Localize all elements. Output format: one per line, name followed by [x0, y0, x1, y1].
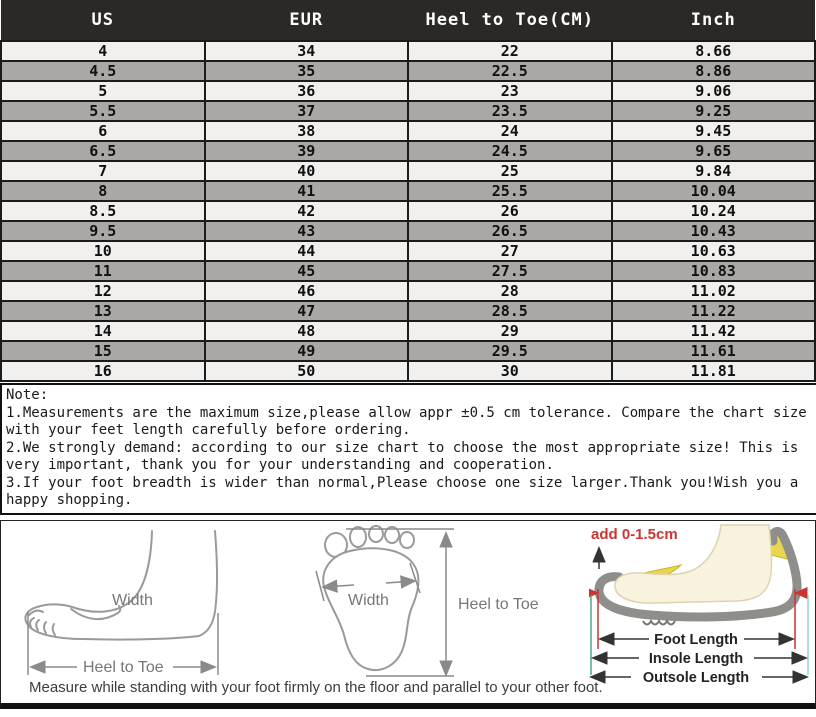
table-cell: 24.5 [408, 141, 612, 161]
column-header: Inch [612, 0, 816, 41]
table-row [1, 221, 815, 241]
table-cell: 34 [205, 41, 409, 61]
table-cell: 11.22 [612, 301, 816, 321]
measure-caption: Measure while standing with your foot firmly on the floor and parallel to your other foot. [29, 678, 603, 696]
table-cell: 41 [205, 181, 409, 201]
table-cell: 5 [1, 81, 205, 101]
note-line-2: 2.We strongly demand: according to our size chart to choose the most appropriate size! This is very important, thank you for your understanding and cooperation. [6, 439, 799, 473]
table-cell: 25.5 [408, 181, 612, 201]
table-cell: 42 [205, 201, 409, 221]
table-cell: 8.86 [612, 61, 816, 81]
note-line-3: 3.If your foot breadth is wider than normal,Please choose one size larger.Thank you!Wish you a happy shopping. [6, 474, 799, 508]
footprint-outline [323, 548, 418, 670]
table-cell: 10.04 [612, 181, 816, 201]
table-cell: 11.81 [612, 361, 816, 381]
table-cell: 9.45 [612, 121, 816, 141]
table-cell: 11.42 [612, 321, 816, 341]
table-cell: 8 [1, 181, 205, 201]
table-cell: 46 [205, 281, 409, 301]
table-cell: 8.66 [612, 41, 816, 61]
table-row [1, 41, 815, 61]
side-foot-diagram [15, 527, 260, 679]
table-row [1, 261, 815, 281]
table-cell: 6.5 [1, 141, 205, 161]
table-row [1, 81, 815, 101]
table-cell: 10 [1, 241, 205, 261]
table-row [1, 201, 815, 221]
note-line-1: 1.Measurements are the maximum size,please allow appr ±0.5 cm tolerance. Compare the chart size with your feet length carefully before ordering. [6, 404, 807, 438]
table-cell: 4 [1, 41, 205, 61]
table-cell: 9.06 [612, 81, 816, 101]
table-cell: 9.5 [1, 221, 205, 241]
table-cell: 50 [205, 361, 409, 381]
table-cell: 28 [408, 281, 612, 301]
table-row [1, 301, 815, 321]
table-cell: 12 [1, 281, 205, 301]
table-row [1, 121, 815, 141]
table-cell: 9.65 [612, 141, 816, 161]
table-cell: 27.5 [408, 261, 612, 281]
table-cell: 49 [205, 341, 409, 361]
column-header: Heel to Toe(CM) [408, 0, 612, 41]
table-cell: 6 [1, 121, 205, 141]
table-cell: 37 [205, 101, 409, 121]
table-cell: 11 [1, 261, 205, 281]
footprint-width-label: Width [348, 591, 389, 609]
tolerance-label: add 0-1.5cm [591, 525, 678, 543]
table-cell: 29 [408, 321, 612, 341]
note-title: Note: [6, 387, 49, 403]
header-row [1, 0, 815, 41]
table-cell: 10.43 [612, 221, 816, 241]
table-cell: 39 [205, 141, 409, 161]
table-cell: 7 [1, 161, 205, 181]
table-cell: 16 [1, 361, 205, 381]
table-cell: 47 [205, 301, 409, 321]
note-box [0, 383, 816, 515]
table-cell: 40 [205, 161, 409, 181]
table-cell: 27 [408, 241, 612, 261]
table-cell: 26.5 [408, 221, 612, 241]
size-table-body [1, 41, 815, 381]
table-row [1, 141, 815, 161]
table-cell: 10.63 [612, 241, 816, 261]
side-foot-length-label: Heel to Toe [83, 658, 164, 676]
table-row [1, 321, 815, 341]
table-cell: 15 [1, 341, 205, 361]
size-chart-header [1, 0, 815, 41]
table-cell: 11.02 [612, 281, 816, 301]
table-cell: 4.5 [1, 61, 205, 81]
table-cell: 29.5 [408, 341, 612, 361]
table-row [1, 101, 815, 121]
table-cell: 44 [205, 241, 409, 261]
table-cell: 9.25 [612, 101, 816, 121]
table-cell: 38 [205, 121, 409, 141]
table-cell: 9.84 [612, 161, 816, 181]
footprint-diagram [296, 525, 561, 681]
column-header: US [1, 0, 205, 41]
table-cell: 45 [205, 261, 409, 281]
table-cell: 11.61 [612, 341, 816, 361]
tread-squiggle [643, 621, 675, 625]
outsole-length-label: Outsole Length [642, 669, 750, 686]
table-cell: 28.5 [408, 301, 612, 321]
table-cell: 10.83 [612, 261, 816, 281]
table-row [1, 181, 815, 201]
table-cell: 23.5 [408, 101, 612, 121]
table-row [1, 361, 815, 381]
table-cell: 24 [408, 121, 612, 141]
foot-length-label: Foot Length [654, 631, 738, 648]
measurement-diagram-box [0, 520, 816, 709]
side-foot-width-label: Width [112, 591, 153, 609]
table-cell: 35 [205, 61, 409, 81]
table-row [1, 161, 815, 181]
table-row [1, 341, 815, 361]
table-cell: 22.5 [408, 61, 612, 81]
diagram-row [1, 521, 815, 686]
table-cell: 22 [408, 41, 612, 61]
table-cell: 14 [1, 321, 205, 341]
table-row [1, 61, 815, 81]
table-row [1, 241, 815, 261]
column-header: EUR [205, 0, 409, 41]
table-cell: 13 [1, 301, 205, 321]
table-row [1, 281, 815, 301]
table-cell: 23 [408, 81, 612, 101]
table-cell: 48 [205, 321, 409, 341]
table-cell: 43 [205, 221, 409, 241]
table-cell: 8.5 [1, 201, 205, 221]
table-cell: 30 [408, 361, 612, 381]
table-cell: 25 [408, 161, 612, 181]
shoe-length-diagram [589, 523, 816, 693]
table-cell: 26 [408, 201, 612, 221]
insole-length-label: Insole Length [648, 650, 744, 667]
footprint-length-label: Heel to Toe [458, 595, 539, 613]
table-cell: 36 [205, 81, 409, 101]
table-cell: 5.5 [1, 101, 205, 121]
table-cell: 10.24 [612, 201, 816, 221]
